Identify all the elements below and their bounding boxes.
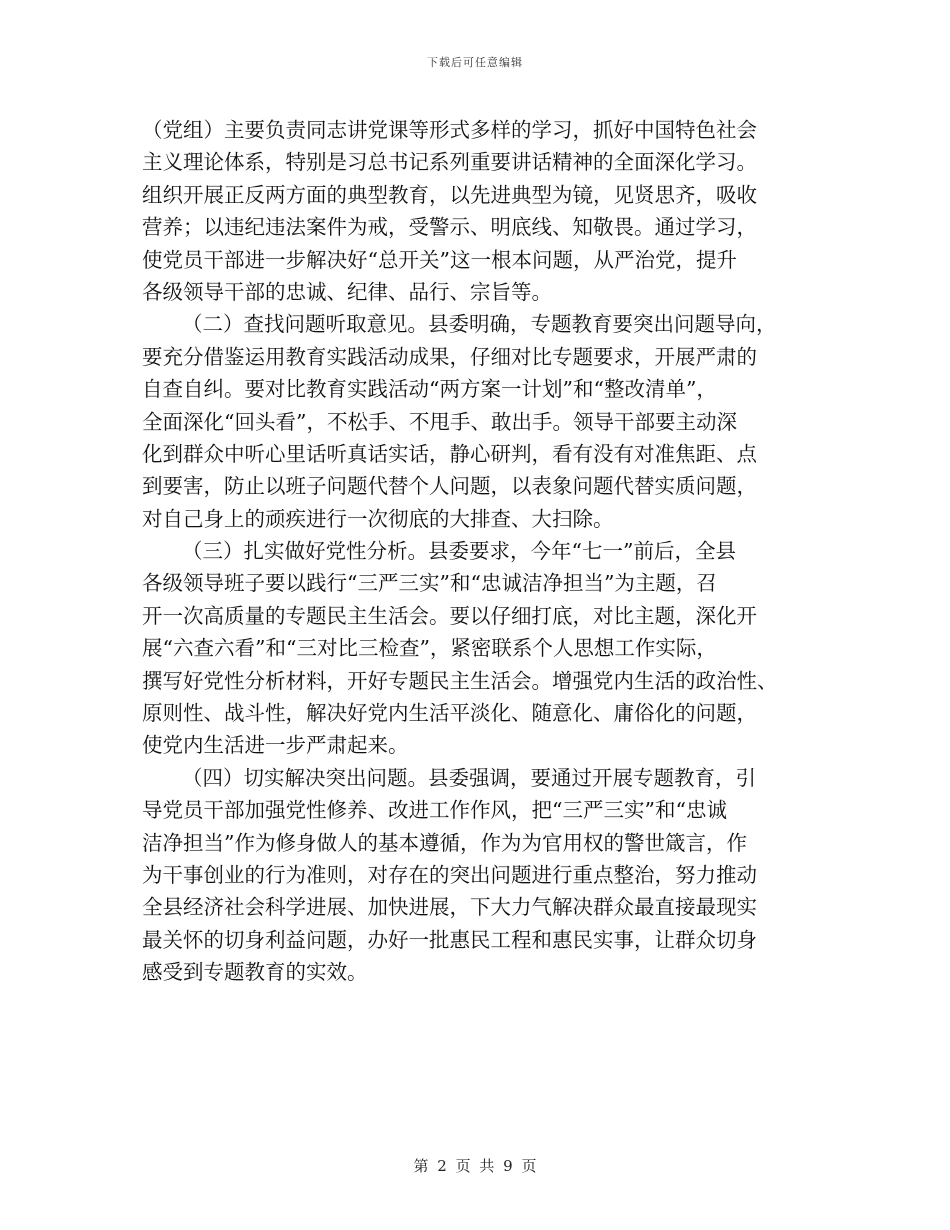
text-line: 开一次高质量的专题民主生活会。要以仔细打底，对比主题，深化开 [142,603,757,628]
text-line: 各级领导干部的忠诚、纪律、品行、宗旨等。 [142,279,552,304]
text-line: 原则性、战斗性，解决好党内生活平淡化、随意化、庸俗化的问题， [142,701,757,726]
text-line: 使党内生活进一步严肃起来。 [142,733,409,758]
text-line: 最关怀的切身利益问题，办好一批惠民工程和惠民实事，让群众切身 [142,927,757,952]
text-line: 对自己身上的顽疾进行一次彻底的大排查、大扫除。 [142,506,614,531]
text-line: 使党员干部进一步解决好“总开关”这一根本问题，从严治党，提升 [142,247,737,272]
page-number: 第 2 页 共 9 页 [413,1157,537,1175]
text-line: 各级领导班子要以践行“三严三实”和“忠诚洁净担当”为主题，召 [142,571,717,596]
paragraph-three [142,535,814,762]
text-line: 导党员干部加强党性修养、改进工作作风，把“三严三实”和“忠诚 [142,798,727,823]
text-line: 全面深化“回头看”，不松手、不甩手、敢出手。领导干部要主动深 [142,409,737,434]
text-line: 全县经济社会科学进展、加快进展，下大力气解决群众最直接最现实 [142,895,757,920]
text-line: 自查自纠。要对比教育实践活动“两方案一计划”和“整改清单”， [142,377,717,402]
page-header: 下载后可任意编辑 [427,56,523,69]
text-line: 主义理论体系，特别是习总书记系列重要讲话精神的全面深化学习。 [142,150,757,175]
text-line: 撰写好党性分析材料，开好专题民主生活会。增强党内生活的政治性、 [142,668,778,693]
text-line: 要充分借鉴运用教育实践活动成果，仔细对比专题要求，开展严肃的 [142,344,757,369]
paragraph-two [142,308,814,535]
text-line: 为干事创业的行为准则，对存在的突出问题进行重点整治，努力推动 [142,862,757,887]
paragraph-continuation [142,114,814,308]
text-line: 组织开展正反两方面的典型教育，以先进典型为镜，见贤思齐，吸收 [142,182,757,207]
text-line: 到要害，防止以班子问题代替个人问题，以表象问题代替实质问题， [142,474,757,499]
text-line: （三）扎实做好党性分析。县委要求，今年“七一”前后，全县 [182,539,736,564]
text-line: 感受到专题教育的实效。 [142,960,368,985]
text-line: （四）切实解决突出问题。县委强调，要通过开展专题教育，引 [182,765,756,790]
paragraph-four [142,762,814,989]
document-body [142,114,814,989]
text-line: 洁净担当”作为修身做人的基本遵循，作为为官用权的警世箴言，作 [142,830,747,855]
text-line: 展“六查六看”和“三对比三检查”，紧密联系个人思想工作实际， [142,636,717,661]
text-line: 营养；以违纪违法案件为戒，受警示、明底线、知敬畏。通过学习， [142,215,757,240]
text-line: 化到群众中听心里话听真话实话，静心研判，看有没有对准焦距、点 [142,441,757,466]
text-line: （二）查找问题听取意见。县委明确，专题教育要突出问题导向， [182,312,777,337]
text-line: （党组）主要负责同志讲党课等形式多样的学习，抓好中国特色社会 [142,118,757,142]
